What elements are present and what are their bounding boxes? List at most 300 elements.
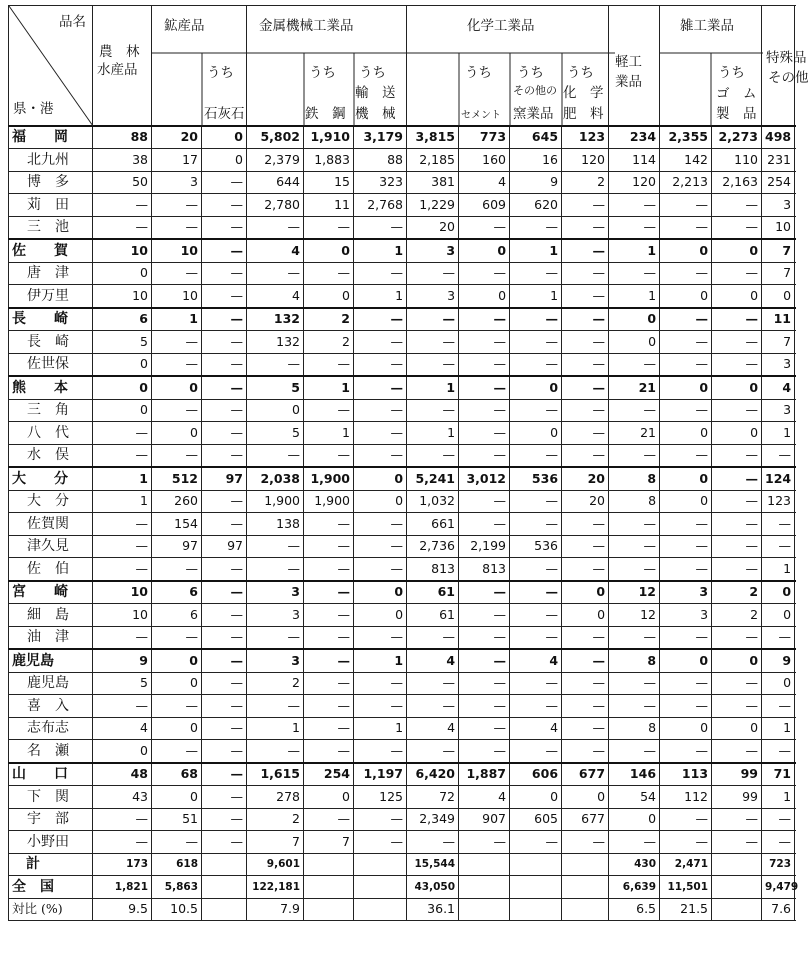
table-cell: — (354, 331, 407, 354)
table-cell: — (407, 262, 459, 285)
row-label: 三 角 (9, 399, 93, 422)
table-cell: — (354, 216, 407, 239)
table-cell: 2,349 (407, 808, 459, 831)
table-cell (354, 898, 407, 921)
table-cell: 254 (304, 763, 354, 786)
row-label: 計 (9, 853, 93, 876)
table-cell: — (660, 216, 712, 239)
table-cell: 0 (304, 285, 354, 308)
table-cell: — (247, 695, 304, 718)
table-cell: — (660, 513, 712, 536)
table-cell: — (459, 399, 510, 422)
table-cell (202, 853, 247, 876)
table-cell: — (459, 376, 510, 399)
table-cell: 61 (407, 581, 459, 604)
table-cell: — (562, 422, 609, 445)
table-cell: 8 (609, 649, 660, 672)
table-cell: 0 (93, 353, 152, 376)
corner-top-label: 品名 (59, 14, 86, 30)
table-cell: 512 (152, 467, 202, 490)
table-cell: — (510, 399, 562, 422)
row-label: 鹿児島 (9, 649, 93, 672)
table-cell: — (459, 216, 510, 239)
table-cell: — (202, 604, 247, 627)
table-cell: 0 (660, 376, 712, 399)
table-cell: 48 (93, 763, 152, 786)
table-cell: 4 (247, 239, 304, 262)
table-cell: 1 (152, 308, 202, 331)
table-cell: 3 (247, 581, 304, 604)
port-row (9, 490, 795, 513)
table-cell: — (354, 353, 407, 376)
table-cell: 11 (304, 194, 354, 217)
header-light: 軽工 業品 (609, 6, 660, 126)
table-cell: — (562, 194, 609, 217)
table-cell: 6 (152, 581, 202, 604)
table-cell: — (152, 262, 202, 285)
table-cell: 430 (609, 853, 660, 876)
table-cell: — (712, 831, 762, 854)
table-cell: — (562, 740, 609, 763)
table-cell: 2,471 (660, 853, 712, 876)
table-cell: 7 (762, 262, 795, 285)
table-cell: 0 (152, 717, 202, 740)
table-cell: 0 (609, 308, 660, 331)
row-label: 全 国 (9, 876, 93, 899)
table-cell: 124 (762, 467, 795, 490)
summary-row (9, 853, 795, 876)
table-cell: 9 (510, 171, 562, 194)
table-cell: 0 (660, 467, 712, 490)
table-cell: 120 (562, 149, 609, 172)
table-cell: — (202, 285, 247, 308)
table-cell: 68 (152, 763, 202, 786)
table-cell: 1,900 (304, 467, 354, 490)
table-cell: 0 (712, 422, 762, 445)
table-cell: — (304, 216, 354, 239)
table-cell: 0 (93, 399, 152, 422)
table-cell: 123 (562, 126, 609, 149)
table-cell (459, 898, 510, 921)
row-label: 大 分 (9, 490, 93, 513)
table-cell: — (202, 695, 247, 718)
table-cell: — (762, 808, 795, 831)
summary-row (9, 898, 795, 921)
table-cell: — (609, 672, 660, 695)
table-cell: 7 (304, 831, 354, 854)
table-cell: — (247, 216, 304, 239)
table-cell: 71 (762, 763, 795, 786)
row-label: 博 多 (9, 171, 93, 194)
table-cell: — (562, 331, 609, 354)
corner-bottom-label: 県・港 (13, 100, 54, 117)
table-cell: 0 (93, 262, 152, 285)
table-cell: — (510, 626, 562, 649)
table-cell: — (354, 422, 407, 445)
table-cell: — (660, 626, 712, 649)
table-cell: — (152, 626, 202, 649)
table-cell (354, 853, 407, 876)
table-cell: 1 (354, 649, 407, 672)
table-cell: — (93, 558, 152, 581)
table-cell: — (304, 535, 354, 558)
table-cell: 1 (93, 467, 152, 490)
header-mining: 鉱産品 うち 石灰石 (152, 6, 247, 126)
table-cell: 173 (93, 853, 152, 876)
table-cell: — (712, 808, 762, 831)
table-cell: 10 (93, 604, 152, 627)
table-cell: 88 (354, 149, 407, 172)
table-cell: — (712, 399, 762, 422)
table-cell: — (93, 831, 152, 854)
table-cell: 1,821 (93, 876, 152, 899)
table-cell: 10.5 (152, 898, 202, 921)
table-cell: 1 (304, 376, 354, 399)
table-cell: — (247, 626, 304, 649)
table-cell: 21 (609, 422, 660, 445)
table-cell: — (510, 604, 562, 627)
table-cell: 323 (354, 171, 407, 194)
table-cell: — (407, 672, 459, 695)
table-cell: 3 (762, 399, 795, 422)
table-cell: 6 (152, 604, 202, 627)
table-cell: 0 (562, 581, 609, 604)
table-cell: 2,163 (712, 171, 762, 194)
table-cell: 5,802 (247, 126, 304, 149)
table-cell: 0 (354, 604, 407, 627)
table-cell: 2 (247, 672, 304, 695)
table-cell: 7 (762, 239, 795, 262)
port-row (9, 535, 795, 558)
table-cell: 536 (510, 467, 562, 490)
table-cell: 138 (247, 513, 304, 536)
cargo-statistics-table (8, 5, 809, 921)
table-cell: — (609, 353, 660, 376)
table-cell: 3,012 (459, 467, 510, 490)
row-label: 八 代 (9, 422, 93, 445)
table-cell: — (562, 216, 609, 239)
table-cell: 661 (407, 513, 459, 536)
table-cell: 10 (762, 216, 795, 239)
table-cell: — (712, 535, 762, 558)
table-cell: 2,355 (660, 126, 712, 149)
table-cell: — (202, 444, 247, 467)
table-cell: 234 (609, 126, 660, 149)
table-cell: — (660, 399, 712, 422)
table-cell: — (202, 786, 247, 809)
table-cell: — (459, 626, 510, 649)
table-cell: — (562, 831, 609, 854)
table-cell: — (202, 808, 247, 831)
table-cell: 0 (152, 786, 202, 809)
table-cell: — (202, 763, 247, 786)
table-cell: — (510, 216, 562, 239)
table-cell: 0 (762, 581, 795, 604)
table-cell: 813 (459, 558, 510, 581)
table-cell: 498 (762, 126, 795, 149)
table-cell: — (304, 717, 354, 740)
table-cell (712, 853, 762, 876)
table-cell: 4 (459, 786, 510, 809)
row-label: 下 関 (9, 786, 93, 809)
table-cell: 723 (762, 853, 795, 876)
row-label: 喜 入 (9, 695, 93, 718)
prefecture-row (9, 376, 795, 399)
table-cell: 0 (609, 808, 660, 831)
table-cell: 254 (762, 171, 795, 194)
table-cell: — (202, 717, 247, 740)
table-cell: — (712, 513, 762, 536)
table-cell: — (562, 262, 609, 285)
row-label: 山 口 (9, 763, 93, 786)
table-cell: 43,050 (407, 876, 459, 899)
table-cell: — (407, 353, 459, 376)
table-cell: 260 (152, 490, 202, 513)
table-cell: — (562, 353, 609, 376)
row-label: 熊 本 (9, 376, 93, 399)
table-cell (459, 853, 510, 876)
table-cell: — (660, 308, 712, 331)
table-cell: 536 (510, 535, 562, 558)
table-cell: — (562, 376, 609, 399)
table-cell: — (304, 672, 354, 695)
table-cell: 1 (247, 717, 304, 740)
table-cell: 43 (93, 786, 152, 809)
table-cell: 20 (407, 216, 459, 239)
table-cell: — (202, 262, 247, 285)
table-cell: 6 (93, 308, 152, 331)
table-cell: 112 (660, 786, 712, 809)
row-label: 北九州 (9, 149, 93, 172)
table-cell: — (562, 285, 609, 308)
table-cell: — (304, 626, 354, 649)
table-cell: 88 (93, 126, 152, 149)
table-cell: 0 (660, 649, 712, 672)
table-cell: — (152, 194, 202, 217)
table-cell: — (712, 262, 762, 285)
table-cell: — (354, 513, 407, 536)
table-cell: 1,910 (304, 126, 354, 149)
table-cell: 1,197 (354, 763, 407, 786)
table-cell: 0 (247, 399, 304, 422)
table-cell: — (152, 558, 202, 581)
table-cell: — (202, 216, 247, 239)
table-cell: — (202, 626, 247, 649)
port-row (9, 558, 795, 581)
header-special: 特殊品 その他 (762, 6, 795, 126)
prefecture-row (9, 126, 795, 149)
table-cell: — (660, 331, 712, 354)
table-cell: 0 (712, 649, 762, 672)
row-label: 佐世保 (9, 353, 93, 376)
prefecture-row (9, 467, 795, 490)
table-cell: 4 (93, 717, 152, 740)
row-label: 志布志 (9, 717, 93, 740)
table-cell (712, 876, 762, 899)
prefecture-row (9, 239, 795, 262)
row-label: 苅 田 (9, 194, 93, 217)
port-row (9, 353, 795, 376)
table-cell (712, 898, 762, 921)
header-agri: 農 林 水産品 (93, 6, 152, 126)
table-cell: 2,185 (407, 149, 459, 172)
table-cell: 10 (152, 239, 202, 262)
table-cell: 97 (202, 467, 247, 490)
table-cell: 3 (407, 239, 459, 262)
table-cell: 120 (609, 171, 660, 194)
table-cell: — (407, 308, 459, 331)
table-cell: 9.5 (93, 898, 152, 921)
table-cell: 10 (152, 285, 202, 308)
table-cell: 2,273 (712, 126, 762, 149)
table-cell: — (562, 649, 609, 672)
table-cell: — (354, 262, 407, 285)
table-cell: 0 (459, 239, 510, 262)
table-cell: 1 (354, 285, 407, 308)
port-row (9, 444, 795, 467)
table-cell: 10 (93, 581, 152, 604)
table-cell: — (202, 490, 247, 513)
table-cell: 8 (609, 490, 660, 513)
table-cell: 3 (660, 604, 712, 627)
table-cell: — (459, 513, 510, 536)
table-cell: — (304, 353, 354, 376)
port-row (9, 171, 795, 194)
table-cell: 4 (762, 376, 795, 399)
table-cell: 61 (407, 604, 459, 627)
table-cell: — (660, 444, 712, 467)
port-row (9, 672, 795, 695)
table-cell: 2 (304, 331, 354, 354)
table-cell: — (354, 672, 407, 695)
table-cell: — (562, 444, 609, 467)
table-cell: — (202, 376, 247, 399)
table-cell: 2,379 (247, 149, 304, 172)
table-cell: 0 (712, 376, 762, 399)
table-cell: — (354, 444, 407, 467)
table-cell: 618 (152, 853, 202, 876)
table-cell: — (354, 831, 407, 854)
port-row (9, 513, 795, 536)
port-row (9, 717, 795, 740)
table-cell: — (459, 353, 510, 376)
table-cell: — (459, 649, 510, 672)
table-cell: — (712, 558, 762, 581)
table-cell: 1,032 (407, 490, 459, 513)
table-cell: 113 (660, 763, 712, 786)
table-cell: — (304, 740, 354, 763)
table-cell: 0 (304, 239, 354, 262)
table-cell: 0 (510, 422, 562, 445)
table-cell: — (152, 831, 202, 854)
table-cell: — (304, 444, 354, 467)
table-cell (354, 876, 407, 899)
table-cell: — (202, 831, 247, 854)
table-cell: 1 (609, 239, 660, 262)
table-cell (562, 876, 609, 899)
table-cell: 110 (712, 149, 762, 172)
table-cell: 0 (609, 331, 660, 354)
table-cell: — (660, 831, 712, 854)
row-label: 三 池 (9, 216, 93, 239)
table-cell: — (354, 399, 407, 422)
table-cell: 0 (562, 786, 609, 809)
table-cell: 1,229 (407, 194, 459, 217)
table-cell: — (609, 216, 660, 239)
table-cell: — (762, 626, 795, 649)
row-label: 津久見 (9, 535, 93, 558)
table-cell: — (459, 672, 510, 695)
table-cell: 0 (93, 740, 152, 763)
row-label: 油 津 (9, 626, 93, 649)
table-cell: — (304, 262, 354, 285)
port-row (9, 194, 795, 217)
table-cell: 132 (247, 308, 304, 331)
row-label: 大 分 (9, 467, 93, 490)
table-cell: 3 (407, 285, 459, 308)
table-cell: 6,420 (407, 763, 459, 786)
table-cell: 2,736 (407, 535, 459, 558)
table-cell: — (93, 513, 152, 536)
row-label: 長 崎 (9, 331, 93, 354)
table-cell: — (304, 808, 354, 831)
table-cell: — (510, 581, 562, 604)
table-cell: 123 (762, 490, 795, 513)
table-cell: 1 (354, 239, 407, 262)
table-header (9, 6, 809, 126)
table-cell: 4 (459, 171, 510, 194)
table-cell: — (712, 444, 762, 467)
table-cell: 3 (762, 194, 795, 217)
table-cell: 4 (510, 717, 562, 740)
table-cell: 6.5 (609, 898, 660, 921)
table-cell: — (459, 695, 510, 718)
table-cell: 1,900 (304, 490, 354, 513)
table-cell: — (459, 262, 510, 285)
table-cell: — (304, 558, 354, 581)
table-cell: 0 (562, 604, 609, 627)
table-cell: 2,038 (247, 467, 304, 490)
table-cell: — (202, 171, 247, 194)
row-label: 唐 津 (9, 262, 93, 285)
table-cell: 0 (762, 672, 795, 695)
table-cell (304, 876, 354, 899)
table-cell: 11 (762, 308, 795, 331)
statistics-table-container (8, 5, 809, 921)
table-cell: 773 (459, 126, 510, 149)
row-label: 佐賀関 (9, 513, 93, 536)
table-cell: — (93, 626, 152, 649)
port-row (9, 831, 795, 854)
table-cell: 38 (93, 149, 152, 172)
table-cell: — (407, 331, 459, 354)
table-cell: 50 (93, 171, 152, 194)
table-cell: — (712, 467, 762, 490)
table-cell: — (609, 444, 660, 467)
table-cell: — (609, 513, 660, 536)
table-cell: — (93, 422, 152, 445)
table-cell: 1,900 (247, 490, 304, 513)
table-cell: 1 (510, 285, 562, 308)
table-cell: 1 (762, 422, 795, 445)
port-row (9, 808, 795, 831)
table-cell: — (762, 831, 795, 854)
row-label: 伊万里 (9, 285, 93, 308)
table-cell: — (93, 535, 152, 558)
prefecture-row (9, 763, 795, 786)
table-cell: — (202, 649, 247, 672)
table-cell: 644 (247, 171, 304, 194)
